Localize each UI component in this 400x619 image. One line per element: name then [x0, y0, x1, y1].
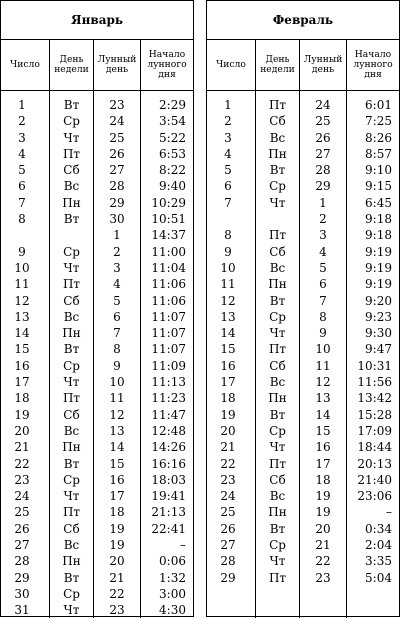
table-cell: 16 [220, 358, 236, 373]
table-cell: Пт [62, 277, 81, 292]
table-cell: 20 [109, 554, 125, 569]
table-cell: 14 [109, 440, 125, 455]
table-cell: 13 [14, 309, 30, 324]
table-cell: Вс [269, 260, 286, 275]
table-cell: 11 [315, 358, 331, 373]
table-cell: 8 [113, 342, 121, 357]
table-cell: 16:16 [151, 456, 186, 471]
table-cell: Чт [63, 603, 80, 618]
table-cell: 10 [220, 260, 236, 275]
table-cell: 9:15 [365, 179, 392, 194]
table-cell: 29 [14, 570, 30, 585]
table-cell: 12 [14, 293, 30, 308]
table-cell: Вс [63, 179, 80, 194]
table-cell: 9 [319, 326, 327, 341]
table-cell: 8:26 [365, 130, 392, 145]
month-title: Февраль [207, 1, 399, 40]
table-cell: 24 [220, 489, 236, 504]
table-cell: Вс [63, 538, 80, 553]
table-cell: 0:06 [159, 554, 186, 569]
table-cell: 6 [18, 179, 26, 194]
table-cell: 23 [315, 570, 331, 585]
table-cell: 6:01 [365, 98, 392, 112]
table-cell: 18 [109, 505, 125, 520]
table-cell: 21 [109, 570, 125, 585]
table-cell: Чт [269, 326, 286, 341]
table-cell: 5 [18, 163, 26, 178]
table-cell: 11:47 [151, 407, 186, 422]
table-cell: 20 [315, 521, 331, 536]
table-cell: 3 [113, 260, 121, 275]
table-cell: 19 [109, 521, 125, 536]
table-body [207, 91, 399, 618]
table-cell: Вс [269, 489, 286, 504]
table-cell: 3 [319, 228, 327, 243]
table-cell: 23 [14, 472, 30, 487]
table-cell: 20 [220, 423, 236, 438]
table-cell: Ср [63, 472, 80, 487]
table-cell [50, 227, 93, 243]
table-cell: 15 [220, 342, 236, 357]
table-cell: 2:04 [365, 538, 392, 553]
table-cell: Ср [63, 358, 80, 373]
table-cell: 21 [14, 440, 30, 455]
table-cell: Вт [269, 407, 286, 422]
table-cell: 17:09 [357, 423, 392, 438]
table-cell: 21 [315, 538, 331, 553]
table-cell: 9:19 [365, 244, 392, 259]
table-cell: 5 [224, 163, 232, 178]
table-cell: Вт [63, 98, 80, 112]
table-cell: 27 [220, 538, 236, 553]
table-cell: 20 [14, 423, 30, 438]
table-cell: 13 [315, 391, 331, 406]
table-cell: Вт [63, 212, 80, 227]
table-cell: 14:37 [151, 228, 186, 243]
table-cell: 23 [109, 603, 125, 618]
table-cell: 10:31 [357, 358, 392, 373]
table-cell: 4 [113, 277, 121, 292]
table-cell: – [180, 538, 186, 553]
table-cell: 11:06 [151, 293, 186, 308]
header-weekday: День недели [256, 40, 300, 90]
table-cell: Пн [62, 195, 81, 210]
table-cell: 9:30 [365, 326, 392, 341]
table-cell: 19 [14, 407, 30, 422]
table-cell: 9:19 [365, 277, 392, 292]
table-cell: 11:56 [357, 375, 392, 390]
table-cell: 26 [220, 521, 236, 536]
table-cell: Пн [62, 326, 81, 341]
table-cell: 11:07 [151, 342, 186, 357]
table-cell: 15 [315, 423, 331, 438]
table-cell: Ср [269, 538, 286, 553]
table-cell: Пн [62, 554, 81, 569]
table-cell: Чт [63, 489, 80, 504]
table-cell: Вт [269, 163, 286, 178]
table-cell: 26 [14, 521, 30, 536]
table-cell: Вт [63, 456, 80, 471]
table-cell: 27 [14, 538, 30, 553]
table-cell: 13 [220, 309, 236, 324]
table-cell [1, 227, 49, 243]
table-cell: 10:51 [151, 212, 186, 227]
table-cell: 11:07 [151, 326, 186, 341]
table-cell: 9:23 [365, 309, 392, 324]
table-cell: Чт [269, 195, 286, 210]
table-cell: 12 [220, 293, 236, 308]
table-cell: Пт [268, 342, 287, 357]
table-cell: 19 [315, 505, 331, 520]
table-cell: 5 [319, 260, 327, 275]
table-cell: 1 [113, 228, 121, 243]
table-cell: 23 [109, 98, 125, 112]
column-lunar-day [94, 91, 141, 618]
table-cell: 1 [224, 98, 232, 112]
table-cell: 7 [319, 293, 327, 308]
table-cell: 2 [113, 244, 121, 259]
table-cell: 28 [109, 179, 125, 194]
header-lunar-day-start: Начало лунного дня [147, 49, 187, 80]
table-cell: Ср [63, 114, 80, 129]
table-cell: Вс [269, 375, 286, 390]
table-cell: – [386, 505, 392, 520]
table-cell: 3:35 [365, 554, 392, 569]
table-cell: Пт [62, 505, 81, 520]
table-cell: 16 [109, 472, 125, 487]
table-cell: Ср [269, 179, 286, 194]
table-cell: 1:32 [159, 570, 186, 585]
table-cell [207, 211, 255, 227]
table-cell: Вс [269, 130, 286, 145]
table-cell: 19 [220, 407, 236, 422]
table-cell: Пт [268, 228, 287, 243]
table-cell: 16 [315, 440, 331, 455]
table-cell: Сб [269, 472, 286, 487]
table-cell: 30 [109, 212, 125, 227]
table-cell: 9:47 [365, 342, 392, 357]
table-cell: 21:40 [357, 472, 392, 487]
table-cell: 4:30 [159, 603, 186, 618]
table-cell: 14 [14, 326, 30, 341]
table-cell: 29 [220, 570, 236, 585]
table-cell: 24 [315, 98, 331, 112]
table-cell: 13:42 [357, 391, 392, 406]
table-cell: Вс [63, 423, 80, 438]
header-row [207, 40, 399, 91]
table-cell: 2 [224, 114, 232, 129]
month-title: Январь [1, 1, 193, 40]
table-cell: 31 [14, 603, 30, 618]
table-cell: Чт [269, 440, 286, 455]
table-cell: 19:41 [151, 489, 186, 504]
table-cell: 9:18 [365, 212, 392, 227]
table-cell: 8:22 [159, 163, 186, 178]
table-cell: Вт [63, 342, 80, 357]
table-cell: 25 [109, 130, 125, 145]
table-cell: 5:04 [365, 570, 392, 585]
header-lunar-day-start: Начало лунного дня [353, 49, 393, 80]
table-cell: 22:41 [151, 521, 186, 536]
table-cell: 15 [109, 456, 125, 471]
table-cell: 12 [315, 375, 331, 390]
table-cell: 11:04 [151, 260, 186, 275]
table-cell: Вт [63, 570, 80, 585]
table-cell: Ср [63, 244, 80, 259]
february-table [206, 0, 400, 617]
table-cell: 26 [315, 130, 331, 145]
column-lunar-day-start [347, 91, 399, 618]
table-cell: 9:19 [365, 260, 392, 275]
table-cell: 18 [14, 391, 30, 406]
table-cell: 9:18 [365, 228, 392, 243]
table-cell: 23 [220, 472, 236, 487]
table-cell: 6 [113, 309, 121, 324]
table-cell: 6 [319, 277, 327, 292]
table-cell: Пт [268, 98, 287, 112]
table-cell: 2:29 [159, 98, 186, 112]
table-cell: 8 [319, 309, 327, 324]
table-cell: 3:00 [159, 586, 186, 601]
table-cell: Сб [269, 244, 286, 259]
table-cell: 28 [220, 554, 236, 569]
table-cell: 15:28 [357, 407, 392, 422]
table-cell: 17 [109, 489, 125, 504]
table-cell: 10:29 [151, 195, 186, 210]
table-cell: 7 [224, 195, 232, 210]
table-cell: 3:54 [159, 114, 186, 129]
table-cell: 17 [220, 375, 236, 390]
table-cell: 10 [315, 342, 331, 357]
table-cell: Чт [63, 260, 80, 275]
table-cell: 9:40 [159, 179, 186, 194]
table-cell: 9:20 [365, 293, 392, 308]
table-cell: 25 [220, 505, 236, 520]
table-cell: 29 [315, 179, 331, 194]
table-cell: 4 [224, 146, 232, 161]
table-cell: Пт [268, 570, 287, 585]
table-cell: 11:09 [151, 358, 186, 373]
table-cell: 28 [315, 163, 331, 178]
january-table [0, 0, 194, 617]
table-cell: Пт [62, 391, 81, 406]
table-cell: 11:23 [151, 391, 186, 406]
table-cell: 21:13 [151, 505, 186, 520]
table-cell: 18 [315, 472, 331, 487]
header-lunar-day: Лунный день [94, 40, 141, 90]
table-cell: 22 [220, 456, 236, 471]
table-cell: Пн [268, 277, 287, 292]
column-day-number [207, 91, 256, 618]
table-cell: 27 [109, 163, 125, 178]
table-cell: 3 [224, 130, 232, 145]
table-cell: Чт [269, 554, 286, 569]
table-cell: 18:44 [357, 440, 392, 455]
table-cell: 2 [18, 114, 26, 129]
table-cell [256, 211, 299, 227]
table-cell: Пн [268, 146, 287, 161]
table-cell: 9 [224, 244, 232, 259]
table-cell: 14 [315, 407, 331, 422]
table-cell: 14:26 [151, 440, 186, 455]
table-cell: 18:03 [151, 472, 186, 487]
table-cell: 8 [224, 228, 232, 243]
table-cell: 24 [109, 114, 125, 129]
table-cell: 11:07 [151, 309, 186, 324]
table-cell: 25 [14, 505, 30, 520]
table-cell: Сб [63, 407, 80, 422]
table-cell: Сб [63, 521, 80, 536]
table-body [1, 91, 193, 618]
column-weekday [50, 91, 94, 618]
table-cell: 4 [18, 146, 26, 161]
table-cell: 11 [220, 277, 236, 292]
table-cell: Вс [63, 309, 80, 324]
table-cell: 6:53 [159, 146, 186, 161]
table-cell: 9:10 [365, 163, 392, 178]
table-cell: Вт [269, 293, 286, 308]
table-cell: 19 [109, 538, 125, 553]
table-cell: 12 [109, 407, 125, 422]
table-cell: 28 [14, 554, 30, 569]
table-cell: Пн [268, 391, 287, 406]
table-cell: 11 [14, 277, 30, 292]
table-cell: 8:57 [365, 146, 392, 161]
table-cell: Пт [62, 146, 81, 161]
table-cell: 5 [113, 293, 121, 308]
table-cell: 25 [315, 114, 331, 129]
table-cell: 9 [18, 244, 26, 259]
table-cell: 30 [14, 586, 30, 601]
table-cell: 13 [109, 423, 125, 438]
table-cell: 22 [14, 456, 30, 471]
table-cell: 7 [18, 195, 26, 210]
table-cell: 26 [109, 146, 125, 161]
header-lunar-day: Лунный день [300, 40, 347, 90]
table-cell: 10 [14, 260, 30, 275]
table-cell: 10 [109, 375, 125, 390]
table-cell: 4 [319, 244, 327, 259]
table-cell: 1 [18, 98, 26, 112]
table-cell: 7:25 [365, 114, 392, 129]
column-day-number [1, 91, 50, 618]
header-row [1, 40, 193, 91]
table-cell: 15 [14, 342, 30, 357]
column-weekday [256, 91, 300, 618]
header-day-number: Число [1, 40, 50, 90]
table-cell: 2 [319, 212, 327, 227]
table-cell: 22 [315, 554, 331, 569]
table-cell: 19 [315, 489, 331, 504]
table-cell: 16 [14, 358, 30, 373]
table-cell: Сб [63, 163, 80, 178]
table-cell: Вт [269, 521, 286, 536]
table-cell: 7 [113, 326, 121, 341]
table-cell: 18 [220, 391, 236, 406]
table-cell: 14 [220, 326, 236, 341]
table-cell: 8 [18, 212, 26, 227]
column-lunar-day-start [141, 91, 193, 618]
table-cell: 6 [224, 179, 232, 194]
table-cell: 20:13 [357, 456, 392, 471]
table-cell: 21 [220, 440, 236, 455]
table-cell: 17 [14, 375, 30, 390]
table-cell: 27 [315, 146, 331, 161]
header-weekday: День недели [50, 40, 94, 90]
table-cell: Пн [62, 440, 81, 455]
table-cell: Чт [63, 375, 80, 390]
table-cell: 17 [315, 456, 331, 471]
table-cell: Ср [269, 309, 286, 324]
table-cell: 11:13 [151, 375, 186, 390]
table-cell: Пн [268, 505, 287, 520]
table-cell: Пт [268, 456, 287, 471]
table-cell: 1 [319, 195, 327, 210]
table-cell: 11:06 [151, 277, 186, 292]
column-lunar-day [300, 91, 347, 618]
table-cell: 11 [109, 391, 125, 406]
table-cell: 9 [113, 358, 121, 373]
table-cell: 24 [14, 489, 30, 504]
table-cell: 11:00 [151, 244, 186, 259]
table-cell: 5:22 [159, 130, 186, 145]
table-cell: Сб [269, 358, 286, 373]
table-cell: 12:48 [151, 423, 186, 438]
table-cell: 0:34 [365, 521, 392, 536]
table-cell: Сб [269, 114, 286, 129]
table-cell: Сб [63, 293, 80, 308]
table-cell: Ср [269, 423, 286, 438]
table-cell: 29 [109, 195, 125, 210]
table-cell: Ср [63, 586, 80, 601]
header-day-number: Число [207, 40, 256, 90]
table-cell: Чт [63, 130, 80, 145]
table-cell: 22 [109, 586, 125, 601]
table-cell: 3 [18, 130, 26, 145]
table-cell: 23:06 [357, 489, 392, 504]
table-cell: 6:45 [365, 195, 392, 210]
